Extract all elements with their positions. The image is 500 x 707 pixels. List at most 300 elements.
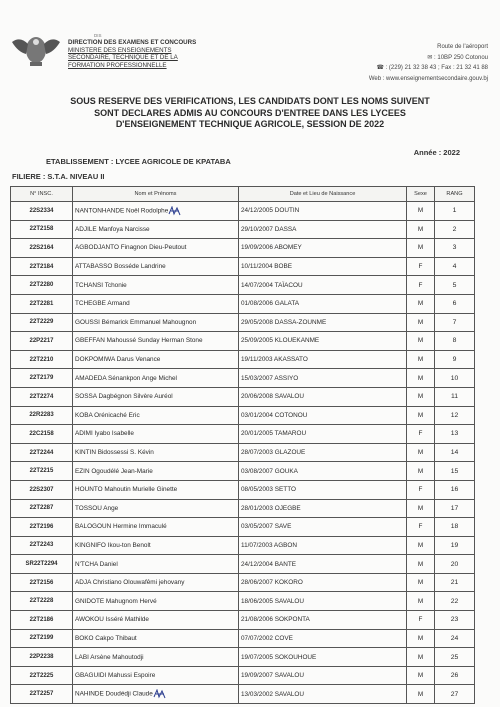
birth-date-place-text: 21/08/2006 SOKPONTA [241,616,310,624]
registration-number [11,629,73,648]
birth-date-place-text: 11/07/2003 AGBON [241,541,298,549]
candidate-rank-text: 7 [452,318,457,326]
candidate-name [73,629,239,648]
birth-date-place-text: 15/03/2007 ASSIYO [241,374,299,382]
establishment-label: ETABLISSEMENT : LYCEE AGRICOLE DE KPATABA [46,157,231,166]
candidate-sex-text: M [417,393,424,401]
registration-number [11,462,73,481]
birth-date-place [239,629,407,648]
candidate-name [73,239,239,258]
birth-date-place-text: 19/09/2007 SAVALOU [241,672,305,680]
table-row [11,499,475,518]
table-row [11,350,475,369]
col-header-num: N° INSC. [11,187,73,202]
birth-date-place [239,350,407,369]
table-row [11,480,475,499]
candidate-rank-text: 20 [450,560,459,568]
candidate-sex-text: M [417,467,424,475]
candidate-rank [435,555,475,574]
candidate-sex [407,276,435,295]
registration-number [11,592,73,611]
candidate-name-text: GBAGUIDI Mahussi Espoire [75,672,156,680]
birth-date-place [239,202,407,221]
ministry-line-1: MINISTERE DES ENSEIGNEMENTS [68,46,172,54]
candidate-sex [407,443,435,462]
col-header-sexe: Sexe [407,187,435,202]
birth-date-place [239,332,407,351]
birth-date-place-text: 20/06/2008 SAVALOU [241,393,305,401]
candidate-name [73,220,239,239]
candidate-sex [407,294,435,313]
registration-number [11,202,73,221]
registration-number-text: 22T2257 [29,691,54,698]
candidate-rank-text: 3 [452,244,457,252]
candidate-rank [435,220,475,239]
birth-date-place [239,369,407,388]
registration-number [11,499,73,518]
candidate-rank-text: 21 [450,579,459,587]
candidate-rank [435,313,475,332]
candidate-sex [407,332,435,351]
candidate-rank [435,480,475,499]
candidate-rank [435,257,475,276]
candidate-rank [435,592,475,611]
birth-date-place-text: 25/09/2005 KLOUEKANME [241,337,320,345]
table-row [11,276,475,295]
candidate-name-text: NANTONHANDE Noël Rodolphe [75,207,169,215]
candidate-name-text: KINTIN Bidossessi S. Kévin [75,449,154,457]
candidate-name-text: KOBA Orénicaché Eric [75,411,140,419]
table-row [11,685,475,704]
birth-date-place-text: 08/05/2003 SETTO [241,486,296,494]
birth-date-place-text: 03/05/2007 SAVE [241,523,292,531]
candidate-name-text: AMADEDA Sénankpon Ange Michel [75,374,177,382]
birth-date-place-text: 29/10/2007 DASSA [241,225,297,233]
candidate-name [73,425,239,444]
registration-number-text: 22T2225 [29,672,54,679]
candidate-rank-text: 12 [450,411,459,419]
candidate-sex-text: M [417,337,424,345]
candidate-sex [407,425,435,444]
birth-date-place-text: 19/11/2003 AKASSATO [241,356,308,364]
candidate-rank [435,406,475,425]
candidate-sex [407,611,435,630]
candidate-name-text: AWOKOU Isséré Mathilde [75,616,149,624]
birth-date-place-text: 28/07/2003 GLAZOUE [241,449,306,457]
table-row [11,425,475,444]
candidate-name-text: ADJILE Manfoya Narcisse [75,225,150,233]
table-row [11,239,475,258]
org-initials: DIS [94,33,102,38]
candidate-sex [407,202,435,221]
issuing-authority [68,32,196,69]
candidate-sex [407,480,435,499]
candidate-rank [435,666,475,685]
year-label: Année : 2022 [413,148,460,157]
birth-date-place-text: 24/12/2005 DOUTIN [241,207,300,215]
candidate-sex [407,406,435,425]
candidate-sex [407,536,435,555]
title-line-1: SOUS RESERVE DES VERIFICATIONS, LES CANDIDATS DONT LES NOMS SUIVENT [70,96,430,106]
birth-date-place-text: 24/12/2004 BANTE [241,560,297,568]
handwritten-mark-icon [168,206,182,216]
candidate-name [73,611,239,630]
ministry-line-2: SECONDAIRE, TECHNIQUE ET DE LA [68,54,178,62]
candidate-sex-text: M [417,225,424,233]
candidate-rank-text: 26 [450,672,459,680]
candidate-rank [435,239,475,258]
candidate-sex [407,257,435,276]
candidate-sex-text: M [417,504,424,512]
registration-number [11,536,73,555]
birth-date-place-text: 10/11/2004 BOBE [241,263,293,271]
candidate-name [73,350,239,369]
candidate-rank-text: 6 [452,300,457,308]
candidate-rank-text: 23 [450,616,459,624]
handwritten-mark-icon [153,689,167,699]
registration-number-text: SR22T2294 [25,561,58,568]
candidate-sex-text: M [417,541,424,549]
registration-number [11,257,73,276]
candidate-sex-text: M [417,244,424,252]
candidate-rank-text: 8 [452,337,457,345]
birth-date-place [239,685,407,704]
table-header-row [11,187,475,202]
registration-number [11,573,73,592]
candidate-name [73,257,239,276]
admitted-candidates-table [10,186,475,704]
birth-date-place-text: 28/01/2003 OJEGBE [241,504,301,512]
candidate-rank [435,536,475,555]
candidate-name-text: TCHANSI Tchonie [75,281,127,289]
candidate-sex-text: M [417,356,424,364]
candidate-sex [407,629,435,648]
candidate-name-text: TCHEGBE Armand [75,300,130,308]
birth-date-place [239,555,407,574]
candidate-name-text: SOSSA Dagbégnon Silvère Auréol [75,393,173,401]
candidate-name [73,518,239,537]
table-row [11,332,475,351]
candidate-name-text: NAHINDE Doudédji Claude [75,690,153,698]
registration-number-text: 22S2164 [29,244,54,251]
candidate-sex [407,685,435,704]
birth-date-place-text: 03/08/2007 GOUKA [241,467,298,475]
candidate-rank [435,518,475,537]
candidate-sex-text: M [417,374,424,382]
table-row [11,592,475,611]
candidate-sex-text: F [418,281,423,289]
birth-date-place-text: 14/07/2004 TAÏACOU [241,281,303,289]
birth-date-place [239,425,407,444]
candidate-name [73,462,239,481]
candidate-sex [407,592,435,611]
candidate-rank [435,294,475,313]
birth-date-place [239,499,407,518]
candidate-name-text: BALOGOUN Hermine Immaculé [75,523,167,531]
candidate-name [73,648,239,667]
candidate-name [73,592,239,611]
birth-date-place [239,276,407,295]
candidate-sex [407,555,435,574]
birth-date-place-text: 03/01/2004 COTONOU [241,411,308,419]
birth-date-place-text: 07/07/2002 COVE [241,634,293,642]
candidate-sex-text: M [417,411,424,419]
birth-date-place [239,573,407,592]
birth-date-place [239,220,407,239]
candidate-name [73,406,239,425]
candidate-sex-text: M [417,597,424,605]
candidate-name-text: AGBODJANTO Finagnon Dieu-Peutout [75,244,187,252]
table-row [11,611,475,630]
table-row [11,573,475,592]
birth-date-place-text: 28/06/2007 KOKORO [241,579,303,587]
direction-name: DIRECTION DES EXAMENS ET CONCOURS [68,39,197,47]
candidate-rank [435,276,475,295]
candidate-name [73,387,239,406]
birth-date-place-text: 20/01/2005 TAMAROU [241,430,307,438]
registration-number-text: 22T2274 [29,393,54,400]
registration-number-text: 22C2158 [29,430,54,437]
candidate-name-text: N'TCHA Daniel [75,560,118,568]
registration-number [11,406,73,425]
candidate-name-text: GNIDOTE Mahugnom Hervé [75,597,157,605]
candidate-name [73,555,239,574]
table-row [11,257,475,276]
candidate-rank-text: 11 [450,393,459,401]
candidate-rank [435,369,475,388]
contact-block [369,42,488,84]
table-row [11,462,475,481]
registration-number [11,648,73,667]
registration-number [11,294,73,313]
birth-date-place [239,406,407,425]
table-row [11,313,475,332]
table-row [11,294,475,313]
candidate-rank [435,332,475,351]
registration-number [11,425,73,444]
candidate-rank-text: 14 [450,449,459,457]
table-row [11,369,475,388]
candidate-rank-text: 19 [450,541,459,549]
candidate-name [73,536,239,555]
candidate-rank-text: 15 [450,467,459,475]
registration-number-text: 22T2196 [29,523,54,530]
candidate-name [73,202,239,221]
registration-number-text: 22T2210 [29,356,54,363]
candidate-rank-text: 10 [450,374,459,382]
birth-date-place-text: 29/05/2008 DASSA-ZOUNME [241,318,327,326]
candidate-rank [435,350,475,369]
candidate-name [73,276,239,295]
candidate-name-text: LABI Arsène Mahoutodji [75,653,144,661]
candidate-rank-text: 27 [450,690,459,698]
col-header-birth: Date et Lieu de Naissance [239,187,407,202]
candidate-rank-text: 5 [452,281,457,289]
registration-number-text: 22T2158 [29,226,54,233]
candidate-rank-text: 13 [450,430,459,438]
table-row [11,443,475,462]
title-line-2: SONT DECLARES ADMIS AU CONCOURS D'ENTREE DANS LES LYCEES [94,107,406,118]
candidate-name [73,369,239,388]
candidate-sex [407,518,435,537]
registration-number-text: 22T2244 [29,449,54,456]
candidate-name [73,573,239,592]
candidate-rank-text: 2 [452,225,457,233]
birth-date-place [239,611,407,630]
table-body [11,202,475,704]
table-row [11,629,475,648]
title-line-3: D'ENSEIGNEMENT TECHNIQUE AGRICOLE, SESSION DE 2022 [115,119,385,129]
registration-number-text: 22T2186 [29,616,54,623]
candidate-name-text: DOKPOMIWA Darus Venance [75,356,161,364]
candidate-rank-text: 24 [450,634,459,642]
registration-number-text: 22T2243 [29,542,54,549]
birth-date-place [239,480,407,499]
registration-number [11,369,73,388]
birth-date-place [239,536,407,555]
candidate-rank [435,573,475,592]
birth-date-place [239,294,407,313]
candidate-rank-text: 9 [452,356,457,364]
document-title [20,96,480,131]
birth-date-place [239,666,407,685]
birth-date-place [239,443,407,462]
candidate-rank [435,387,475,406]
table-row [11,220,475,239]
registration-number [11,350,73,369]
candidate-name-text: GBEFFAN Mahoussé Sunday Herman Stone [75,337,203,345]
candidate-rank-text: 18 [450,523,459,531]
table-row [11,406,475,425]
registration-number-text: 22T2229 [29,319,54,326]
website-line: Web : www.enseignementsecondaire.gouv.bj [368,75,488,82]
candidate-sex-text: M [417,634,424,642]
candidate-sex-text: F [418,263,423,271]
registration-number [11,220,73,239]
registration-number-text: 22T2228 [29,598,54,605]
candidate-rank [435,499,475,518]
registration-number [11,518,73,537]
postal-line: ✉ : 10BP 250 Cotonou [427,54,488,61]
birth-date-place [239,313,407,332]
registration-number [11,332,73,351]
candidate-sex-text: F [418,616,423,624]
birth-date-place-text: 13/03/2002 SAVALOU [241,690,305,698]
birth-date-place [239,257,407,276]
candidate-sex [407,239,435,258]
birth-date-place-text: 01/08/2006 GALATA [241,300,300,308]
registration-number-text: 22T2199 [29,635,54,642]
candidate-rank [435,443,475,462]
table-row [11,536,475,555]
candidate-sex-text: F [418,486,423,494]
col-header-rang: RANG [435,187,475,202]
candidate-sex-text: F [418,430,423,438]
registration-number [11,666,73,685]
candidate-sex [407,220,435,239]
candidate-sex-text: M [417,672,424,680]
birth-date-place-text: 19/07/2005 SOKOUHOUE [241,653,317,661]
candidate-rank [435,202,475,221]
candidate-rank [435,685,475,704]
candidate-rank [435,611,475,630]
table-row [11,387,475,406]
table-row [11,666,475,685]
candidate-rank [435,425,475,444]
candidate-rank-text: 22 [450,597,459,605]
registration-number [11,685,73,704]
candidate-sex-text: M [417,690,424,698]
registration-number-text: 22T2215 [29,468,54,475]
letterhead [6,28,494,90]
candidate-rank [435,462,475,481]
registration-number [11,480,73,499]
registration-number-text: 22P2238 [29,654,54,661]
registration-number [11,555,73,574]
birth-date-place [239,648,407,667]
candidate-sex-text: M [417,579,424,587]
candidate-sex [407,462,435,481]
birth-date-place [239,387,407,406]
ministry-line-3: FORMATION PROFESSIONNELLE [68,61,167,69]
candidate-sex [407,499,435,518]
registration-number-text: 22T2156 [29,579,54,586]
col-header-name: Nom et Prénoms [73,187,239,202]
candidate-sex-text: M [417,653,424,661]
candidate-sex-text: M [417,560,424,568]
registration-number-text: 22T2281 [29,300,54,307]
birth-date-place-text: 19/09/2006 ABOMEY [241,244,302,252]
candidate-name-text: ATTABASSO Bosséde Landrine [75,263,166,271]
table-row [11,555,475,574]
candidate-sex [407,387,435,406]
candidate-sex [407,648,435,667]
table-row [11,202,475,221]
candidate-name [73,443,239,462]
candidate-name [73,666,239,685]
candidate-name [73,685,239,704]
table-row [11,518,475,537]
candidate-sex [407,573,435,592]
candidate-sex-text: M [417,449,424,457]
registration-number [11,387,73,406]
candidate-name [73,294,239,313]
candidate-name-text: BOKO Cakpo Thibaut [75,634,137,642]
registration-number-text: 22T2184 [29,263,54,270]
candidate-sex [407,313,435,332]
registration-number-text: 22S2334 [29,207,54,214]
registration-number [11,443,73,462]
candidate-name-text: KINGNIFO Ikou-ton Benolt [75,541,151,549]
candidate-name [73,480,239,499]
candidate-name-text: HOUNTO Mahoutin Murielle Ginette [75,486,178,494]
birth-date-place [239,239,407,258]
registration-number-text: 22R2283 [29,412,54,419]
birth-date-place [239,592,407,611]
candidate-sex-text: M [417,300,424,308]
program-label: FILIERE : S.T.A. NIVEAU II [12,172,105,181]
birth-date-place [239,462,407,481]
registration-number [11,611,73,630]
coat-of-arms-icon [10,32,62,68]
registration-number-text: 22T2287 [29,505,54,512]
registration-number-text: 22T2280 [29,282,54,289]
birth-date-place [239,518,407,537]
candidate-name-text: EZIN Ogoudélé Jean-Marie [75,467,153,475]
candidate-sex [407,369,435,388]
candidate-name [73,313,239,332]
candidate-sex [407,666,435,685]
